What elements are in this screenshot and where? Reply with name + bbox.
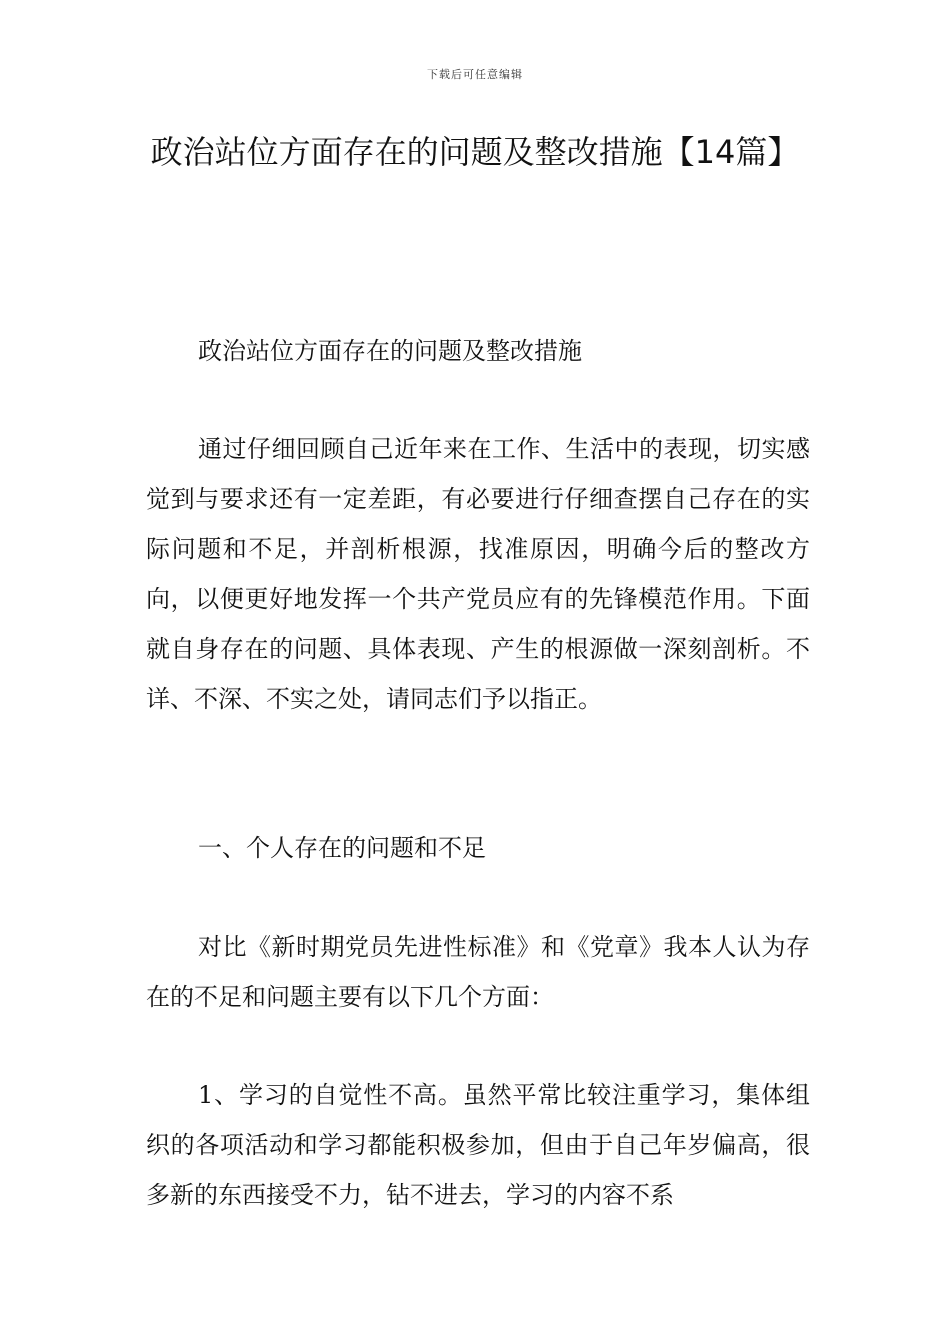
compare-paragraph: 对比《新时期党员先进性标准》和《党章》我本人认为存在的不足和问题主要有以下几个方面： [146, 933, 810, 1011]
section-heading: 一、个人存在的问题和不足 [198, 834, 486, 862]
document-title: 政治站位方面存在的问题及整改措施【14篇】 [150, 133, 800, 171]
intro-paragraph: 通过仔细回顾自己近年来在工作、生活中的表现，切实感觉到与要求还有一定差距，有必要进行仔细查摆自己存在的实际问题和不足，并剖析根源，找准原因，明确今后的整改方向，以便更好地发挥一个共产党员应有的先锋模范作用。下面就自身存在的问题、具体表现、产生的根源做一深刻剖析。不详、不深、不实之处，请同志们予以指正。 [146, 435, 810, 713]
document-subtitle: 政治站位方面存在的问题及整改措施 [198, 337, 582, 365]
header-note: 下载后可任意编辑 [427, 68, 523, 81]
point-paragraph: 1、学习的自觉性不高。虽然平常比较注重学习，集体组织的各项活动和学习都能积极参加，但由于自己年岁偏高，很多新的东西接受不力，钻不进去，学习的内容不系 [146, 1081, 810, 1209]
